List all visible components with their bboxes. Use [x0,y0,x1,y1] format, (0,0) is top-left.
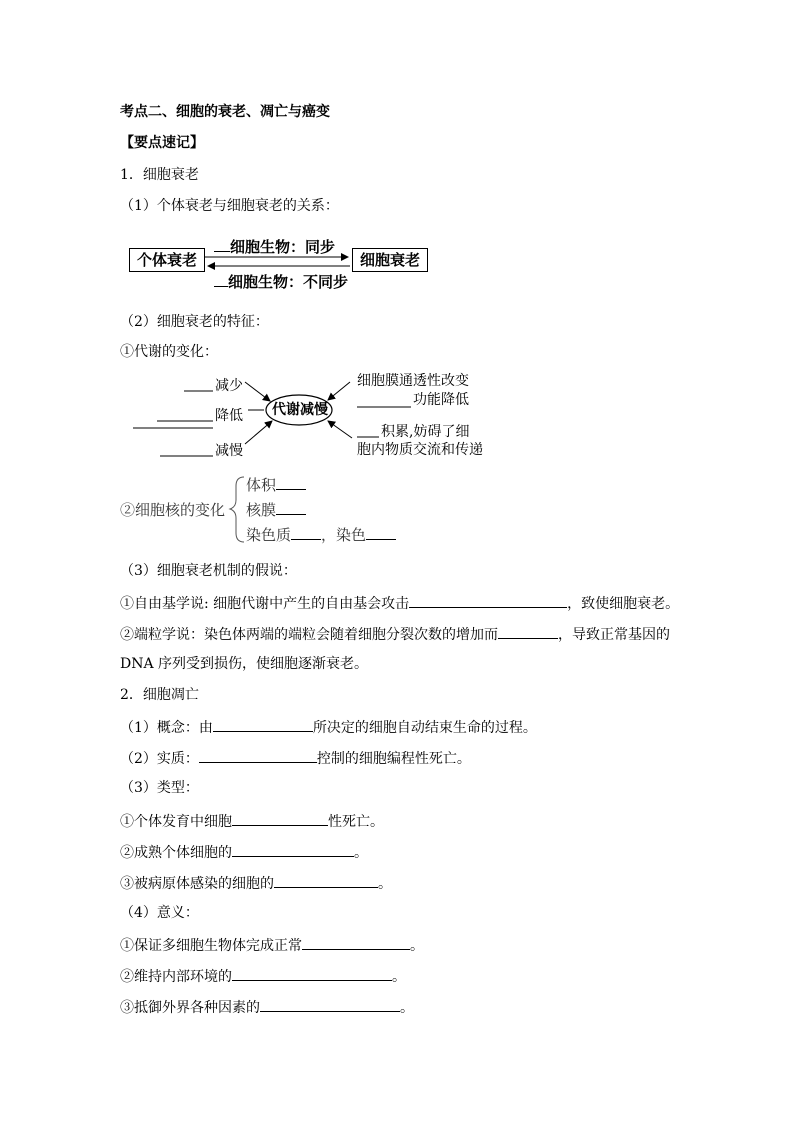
metab-right-2: 功能降低 [413,392,469,408]
cell-aging-box: 细胞衰老 [352,248,428,272]
section-title: 考点二、细胞的衰老、凋亡与癌变 [120,104,330,120]
hypothesis-2-cont: DNA 序列受到损伤，使细胞逐渐衰老。 [120,656,369,672]
metab-right-3a: 积累,妨碍了细 [381,424,470,440]
blank [232,811,328,826]
significance-3: ③抵御外界各种因素的 。 [120,997,414,1017]
blank [409,593,567,608]
type-2: ②成熟个体细胞的 。 [120,842,368,862]
metab-right-3b: 胞内物质交流和传递 [357,442,483,458]
relation-top-label: 细胞生物：同步 [214,237,335,256]
significance-2: ②维持内部环境的 。 [120,966,406,986]
metab-left-2: 降低 [215,408,243,424]
essence-line: （2）实质： 控制的细胞编程性死亡。 [120,748,471,768]
blank [302,935,410,950]
individual-aging-box: 个体衰老 [129,248,205,272]
blank [199,748,317,763]
metab-left-3: 减慢 [215,443,243,459]
blank [260,997,400,1012]
hypothesis-1: ①自由基学说: 细胞代谢中产生的自由基会攻击 ，致使细胞衰老。 [120,593,679,613]
nucleus-item-volume: 体积 [246,475,306,495]
blank [274,873,378,888]
type-3: ③被病原体感染的细胞的 。 [120,873,392,893]
metab-right-1: 细胞膜通透性改变 [357,373,469,389]
question-3: （3）细胞衰老机制的假说： [120,563,297,579]
nucleus-item-membrane: 核膜 [246,500,306,520]
concept-line: （1）概念：由 所决定的细胞自动结束生命的过程。 [120,717,537,737]
section-2-heading: 2．细胞凋亡 [120,687,199,703]
question-2: （2）细胞衰老的特征： [120,314,269,330]
metab-left-1: 减少 [215,378,243,394]
types-heading: （3）类型： [120,780,199,796]
metabolism-center: 代谢减慢 [272,402,328,418]
question-1: （1）个体衰老与细胞衰老的关系： [120,198,339,214]
key-points-heading: 【要点速记】 [120,135,204,151]
relation-bottom-label: 细胞生物：不同步 [214,272,348,291]
blank [366,525,396,540]
significance-heading: （4）意义： [120,905,199,921]
blank [213,717,313,732]
nucleus-label: ②细胞核的变化 [120,501,226,519]
metabolism-label: ①代谢的变化： [120,344,218,360]
significance-1: ①保证多细胞生物体完成正常 。 [120,935,424,955]
blank [498,624,558,639]
blank [276,475,306,490]
blank [232,842,354,857]
hypothesis-2: ②端粒学说：染色体两端的端粒会随着细胞分裂次数的增加而 ，导致正常基因的 [120,624,670,644]
type-1: ①个体发育中细胞 性死亡。 [120,811,384,831]
nucleus-item-chromatin: 染色质 ，染色 [246,525,396,545]
blank [291,525,321,540]
section-1-heading: 1．细胞衰老 [120,167,199,183]
blank [276,500,306,515]
blank [232,966,392,981]
